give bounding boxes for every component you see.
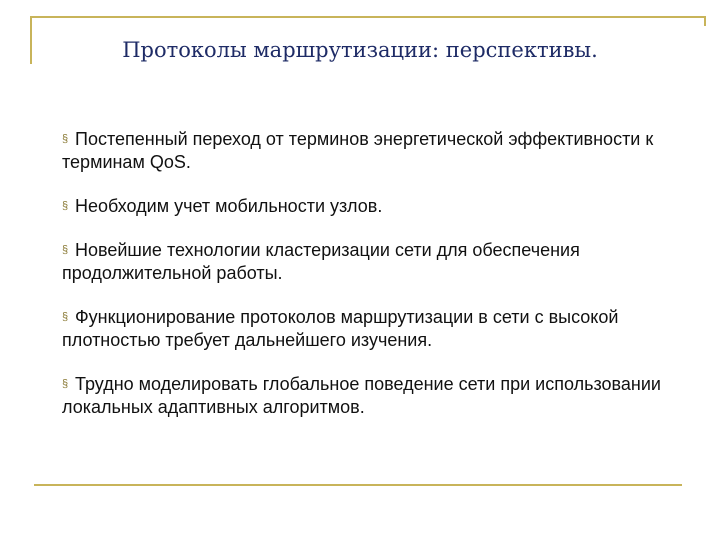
bullet-item [62, 373, 662, 419]
slide-title: Протоколы маршрутизации: перспективы. [122, 38, 598, 62]
bullet-list [62, 128, 662, 440]
bullet-text: Необходим учет мобильности узлов. [75, 196, 383, 216]
bullet-item [62, 306, 662, 352]
bullet-text: Функционирование протоколов маршрутизации в сети с высокой плотностью требует дальнейшего изучения. [62, 307, 619, 350]
section-sign-icon: § [62, 311, 69, 323]
section-sign-icon: § [62, 244, 69, 256]
frame-line-top [30, 16, 706, 18]
frame-line-bottom [34, 484, 682, 486]
frame-line-right [704, 16, 706, 26]
section-sign-icon: § [62, 200, 69, 212]
bullet-item [62, 195, 662, 218]
bullet-item [62, 239, 662, 285]
bullet-text: Новейшие технологии кластеризации сети для обеспечения продолжительной работы. [62, 240, 580, 283]
bullet-text: Постепенный переход от терминов энергетической эффективности к терминам QoS. [62, 129, 654, 172]
bullet-text: Трудно моделировать глобальное поведение сети при использовании локальных адаптивных алгоритмов. [62, 374, 661, 417]
bullet-item [62, 128, 662, 174]
section-sign-icon: § [62, 133, 69, 145]
section-sign-icon: § [62, 378, 69, 390]
